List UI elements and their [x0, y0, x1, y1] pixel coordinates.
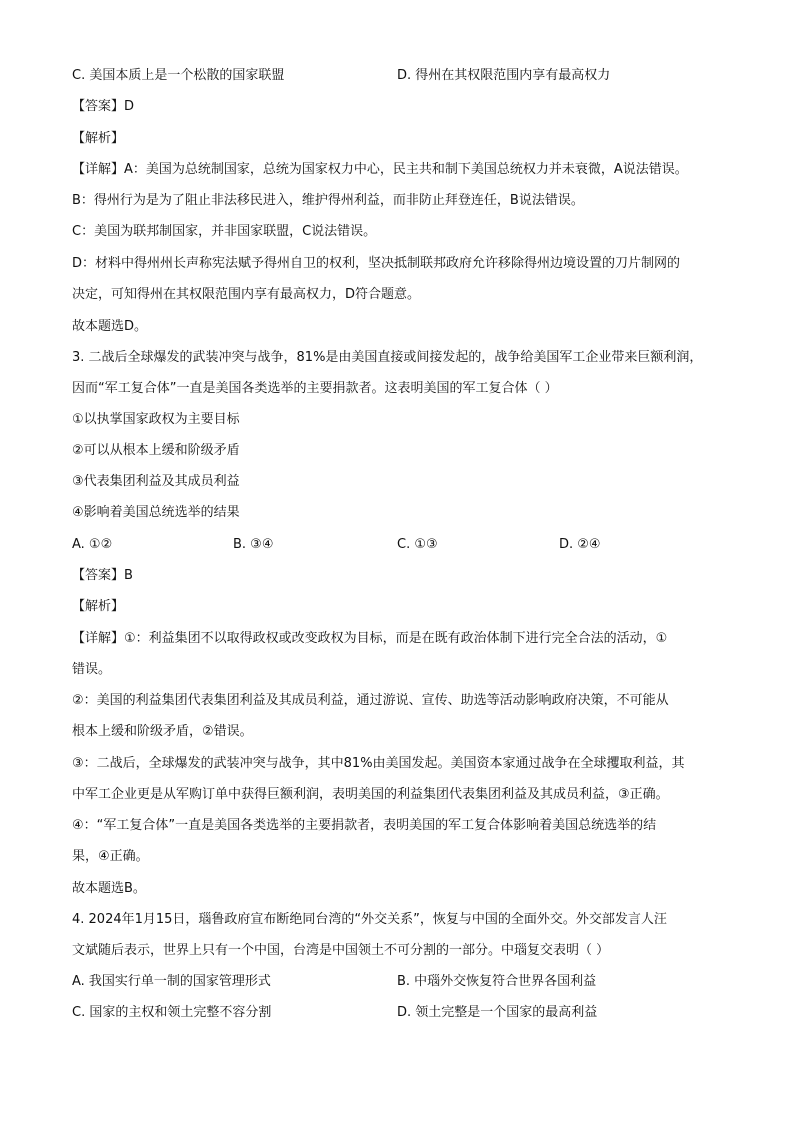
- q2-conclusion: 故本题选D。: [72, 319, 148, 334]
- q3-stem-line: 因而“军工复合体”一直是美国各类选举的主要捐款者。这表明美国的军工复合体（ ）: [72, 381, 558, 396]
- q4-stem-line: 文斌随后表示，世界上只有一个中国，台湾是中国领土不可分割的一部分。中瑙复交表明（ ）: [72, 943, 610, 958]
- q3-option-d: D. ②④: [559, 537, 601, 552]
- q3-analysis-label: 【解析】: [72, 599, 125, 614]
- q3-conclusion: 故本题选B。: [72, 881, 146, 896]
- q3-item: ②可以从根本上缓和阶级矛盾: [72, 443, 240, 458]
- q2-detail-line: 决定，可知得州在其权限范围内享有最高权力，D符合题意。: [72, 287, 421, 302]
- q3-detail-line: 中军工企业更是从军购订单中获得巨额利润，表明美国的利益集团代表集团利益及其成员利益，③正确。: [72, 787, 669, 802]
- q3-item: ③代表集团利益及其成员利益: [72, 474, 240, 489]
- q3-detail-line: 根本上缓和阶级矛盾，②错误。: [72, 724, 253, 739]
- q2-detail-line: 【详解】A：美国为总统制国家，总统为国家权力中心，民主共和制下美国总统权力并未衰微，A说法错误。: [72, 162, 688, 177]
- q2-detail-line: B：得州行为是为了阻止非法移民进入，维护得州利益，而非防止拜登连任，B说法错误。: [72, 193, 584, 208]
- q2-analysis-label: 【解析】: [72, 131, 125, 146]
- q3-detail-line: ③：二战后，全球爆发的武装冲突与战争，其中81%由美国发起。美国资本家通过战争在全球攫取利益，其: [72, 756, 685, 771]
- q3-detail-line: 错误。: [72, 662, 112, 677]
- q3-option-c: C. ①③: [397, 537, 438, 552]
- q3-item: ①以执掌国家政权为主要目标: [72, 412, 240, 427]
- q3-answer: 【答案】B: [72, 568, 133, 583]
- q3-detail-line: ②：美国的利益集团代表集团利益及其成员利益，通过游说、宣传、助选等活动影响政府决策，不可能从: [72, 693, 669, 708]
- q4-option-a: A. 我国实行单一制的国家管理形式: [72, 974, 271, 989]
- q3-detail-line: ④：“军工复合体”一直是美国各类选举的主要捐款者，表明美国的军工复合体影响着美国总统选举的结: [72, 818, 657, 833]
- q4-option-d: D. 领土完整是一个国家的最高利益: [397, 1005, 598, 1020]
- q4-stem-line: 4. 2024年1月15日，瑙鲁政府宣布断绝同台湾的“外交关系”，恢复与中国的全面外交。外交部发言人汪: [72, 912, 667, 927]
- q2-detail-line: C：美国为联邦制国家，并非国家联盟，C说法错误。: [72, 224, 377, 239]
- q3-detail-line: 果，④正确。: [72, 849, 149, 864]
- q3-stem-line: 3. 二战后全球爆发的武装冲突与战争，81%是由美国直接或间接发起的，战争给美国军工企业带来巨额利润，: [72, 350, 703, 365]
- q2-option-c: C. 美国本质上是一个松散的国家联盟: [72, 68, 285, 83]
- q2-option-d: D. 得州在其权限范围内享有最高权力: [397, 68, 611, 83]
- q4-option-b: B. 中瑙外交恢复符合世界各国利益: [397, 974, 597, 989]
- q3-detail-line: 【详解】①：利益集团不以取得政权或改变政权为目标，而是在既有政治体制下进行完全合法的活动，①: [72, 631, 668, 646]
- q3-option-a: A. ①②: [72, 537, 113, 552]
- q2-answer: 【答案】D: [72, 99, 135, 114]
- q4-option-c: C. 国家的主权和领土完整不容分割: [72, 1005, 272, 1020]
- q3-item: ④影响着美国总统选举的结果: [72, 505, 240, 520]
- q3-option-b: B. ③④: [233, 537, 274, 552]
- q2-detail-line: D：材料中得州州长声称宪法赋予得州自卫的权利，坚决抵制联邦政府允许移除得州边境设置的刀片制网的: [72, 256, 681, 271]
